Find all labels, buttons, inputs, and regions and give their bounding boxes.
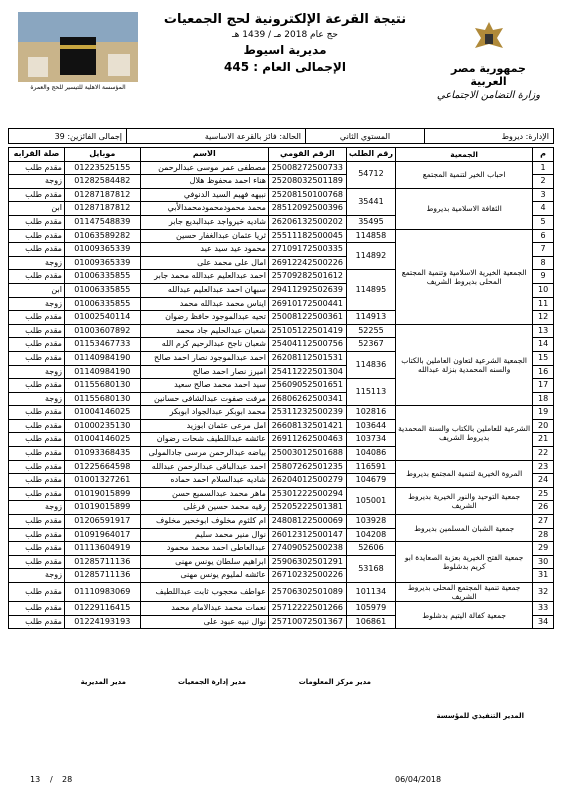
request-number: 102816 — [346, 406, 395, 420]
request-number: 114836 — [346, 351, 395, 378]
row-number: 29 — [533, 542, 554, 556]
applicant-name: بياضه عبدالرحمن مرسى جادالمولى — [140, 447, 268, 461]
request-number: 104679 — [346, 474, 395, 488]
national-id: 26608132501421 — [268, 419, 346, 433]
association-name: الجمعية الشرعية لتعاون العاملين بالكتاب والسنه المحمدية بنزلة عبدالله — [396, 324, 533, 406]
national-id: 25706302501089 — [268, 583, 346, 602]
table-row — [9, 161, 554, 175]
row-number: 2 — [533, 175, 554, 189]
relationship: مقدم طلب — [9, 324, 65, 338]
national-id: 25511182500045 — [268, 229, 346, 243]
applicant-name: نوال نبيه عبود على — [140, 615, 268, 629]
request-number: 52367 — [346, 338, 395, 352]
mobile-number: 01140984190 — [64, 351, 140, 365]
mobile-number: 01000235130 — [64, 419, 140, 433]
relationship: مقدم طلب — [9, 487, 65, 501]
page-number: 13 — [30, 775, 41, 784]
admin-value: ديروط — [501, 131, 524, 141]
row-number: 8 — [533, 256, 554, 270]
level-label: المستوي الثاني — [306, 129, 425, 144]
relationship: مقدم طلب — [9, 583, 65, 602]
national-id: 25205222501381 — [268, 501, 346, 515]
applicant-name: محمود عيد سيد عيد — [140, 243, 268, 257]
national-id: 25008272500733 — [268, 161, 346, 175]
hajj-foundation-logo — [18, 12, 138, 102]
mobile-number: 01009365339 — [64, 256, 140, 270]
mobile-number: 01155680130 — [64, 379, 140, 393]
mobile-number: 01206591917 — [64, 515, 140, 529]
row-number: 12 — [533, 311, 554, 325]
row-number: 13 — [533, 324, 554, 338]
mobile-number: 01285711136 — [64, 569, 140, 583]
national-id: 28512092500396 — [268, 202, 346, 216]
table-row — [9, 583, 554, 602]
national-id: 26911262500463 — [268, 433, 346, 447]
association-name: احباب الخير لتنمية المجتمع — [396, 161, 533, 188]
table-row — [9, 542, 554, 556]
relationship: مقدم طلب — [9, 161, 65, 175]
mobile-number: 01063589282 — [64, 229, 140, 243]
request-number: 114892 — [346, 243, 395, 270]
mobile-number: 01229116415 — [64, 602, 140, 616]
row-number: 32 — [533, 583, 554, 602]
relationship: ابن — [9, 202, 65, 216]
mobile-number: 01009365339 — [64, 243, 140, 257]
row-number: 23 — [533, 460, 554, 474]
national-id: 26710232500226 — [268, 569, 346, 583]
applicant-name: ماهر محمد عبدالسميع حسن — [140, 487, 268, 501]
directorate-name: مديرية اسيوط — [243, 43, 327, 57]
applicant-name: شعبان عبدالحليم جاد محمد — [140, 324, 268, 338]
ministry-logo — [436, 18, 541, 102]
applicant-name: امال على محمد على — [140, 256, 268, 270]
national-id: 25208032501189 — [268, 175, 346, 189]
row-number: 7 — [533, 243, 554, 257]
relationship: زوجة — [9, 365, 65, 379]
row-number: 15 — [533, 351, 554, 365]
applicant-name: عائشه عبداللطيف شحات رضوان — [140, 433, 268, 447]
relationship: مقدم طلب — [9, 243, 65, 257]
relationship: زوجة — [9, 297, 65, 311]
relationship: مقدم طلب — [9, 460, 65, 474]
row-number: 1 — [533, 161, 554, 175]
mobile-number: 01287187812 — [64, 202, 140, 216]
col-header-name: الاسم — [140, 148, 268, 162]
row-number: 28 — [533, 528, 554, 542]
mobile-number: 01287187812 — [64, 188, 140, 202]
applicant-name: ثريا عثمان عبدالغفار حسين — [140, 229, 268, 243]
row-number: 27 — [533, 515, 554, 529]
applicant-name: احمد عبدالموجود نصار احمد صالح — [140, 351, 268, 365]
admin-label: الإدارة: — [525, 131, 549, 141]
association-name: جمعية التوحيد والنور الخيرية بديروط الشريف — [396, 487, 533, 514]
relationship: مقدم طلب — [9, 615, 65, 629]
row-number: 19 — [533, 406, 554, 420]
table-row — [9, 406, 554, 420]
applicant-name: محمد محمودمحمودمحمدالأبي — [140, 202, 268, 216]
applicant-name: عواطف محجوب ثابت عبداللطيف — [140, 583, 268, 602]
mobile-number: 01155680130 — [64, 392, 140, 406]
status-value: فائز بالقرعة الاساسية — [204, 131, 277, 141]
national-id: 25105122501419 — [268, 324, 346, 338]
request-number: 101134 — [346, 583, 395, 602]
request-number: 105001 — [346, 487, 395, 514]
row-number: 3 — [533, 188, 554, 202]
row-number: 25 — [533, 487, 554, 501]
relationship: مقدم طلب — [9, 338, 65, 352]
association-name: جمعية كفالة اليتيم بدشلوط — [396, 602, 533, 629]
national-id: 26910172500441 — [268, 297, 346, 311]
national-id: 25609052501651 — [268, 379, 346, 393]
applicant-name: سبهان احمد عبدالعليم عبدالله — [140, 283, 268, 297]
row-number: 22 — [533, 447, 554, 461]
table-header-row — [9, 148, 554, 162]
request-number: 106861 — [346, 615, 395, 629]
col-header-rel: صلة القرابه — [9, 148, 65, 162]
eagle-emblem-icon — [469, 18, 509, 58]
relationship: مقدم طلب — [9, 270, 65, 284]
relationship: مقدم طلب — [9, 474, 65, 488]
directorate-manager-signature: مدير المديرية — [80, 678, 126, 686]
row-number: 14 — [533, 338, 554, 352]
table-row — [9, 602, 554, 616]
title-block — [150, 12, 420, 74]
mobile-number: 01113604919 — [64, 542, 140, 556]
relationship: مقدم طلب — [9, 188, 65, 202]
request-number: 115113 — [346, 379, 395, 406]
mobile-number: 01225664598 — [64, 460, 140, 474]
applicant-name: مصطفى عمر موسى عبدالرحمن — [140, 161, 268, 175]
relationship: زوجة — [9, 501, 65, 515]
national-id: 25008122500361 — [268, 311, 346, 325]
request-number: 35441 — [346, 188, 395, 215]
applicant-name: عبدالعاطى احمد محمد محمود — [140, 542, 268, 556]
row-number: 4 — [533, 202, 554, 216]
applicant-name: امل مرعى عثمان ابوزيد — [140, 419, 268, 433]
col-header-req: رقم الطلب — [346, 148, 395, 162]
row-number: 17 — [533, 379, 554, 393]
mobile-number: 01004146025 — [64, 406, 140, 420]
relationship: زوجة — [9, 175, 65, 189]
mobile-number: 01140984190 — [64, 365, 140, 379]
relationship: مقدم طلب — [9, 542, 65, 556]
applicant-name: مرفت صفوت عبدالشافى حسانين — [140, 392, 268, 406]
mobile-number: 01223525155 — [64, 161, 140, 175]
request-number: 114913 — [346, 311, 395, 325]
winners-label: إجمالى الفائزين: — [67, 131, 122, 141]
mobile-number: 01110983069 — [64, 583, 140, 602]
table-row — [9, 460, 554, 474]
applicant-name: عائشه لمليوم يونس مهنى — [140, 569, 268, 583]
applicant-name: احمد عبدالباقى عبدالرحمن عبدالله — [140, 460, 268, 474]
mobile-number: 01224193193 — [64, 615, 140, 629]
applicant-name: ابراهيم سلطان يونس مهنى — [140, 555, 268, 569]
relationship: مقدم طلب — [9, 419, 65, 433]
national-id: 26204012500279 — [268, 474, 346, 488]
national-id: 25003012501688 — [268, 447, 346, 461]
mobile-number: 01282584482 — [64, 175, 140, 189]
mobile-number: 01006335855 — [64, 297, 140, 311]
row-number: 24 — [533, 474, 554, 488]
relationship: زوجة — [9, 392, 65, 406]
relationship: مقدم طلب — [9, 406, 65, 420]
relationship: مقدم طلب — [9, 379, 65, 393]
request-number: 114858 — [346, 229, 395, 243]
row-number: 10 — [533, 283, 554, 297]
applicant-name: نعمات محمد عبدالامام محمد — [140, 602, 268, 616]
row-number: 21 — [533, 433, 554, 447]
applicant-name: هناء احمد محفوظ هلال — [140, 175, 268, 189]
applicant-name: اميرز نصار احمد صالح — [140, 365, 268, 379]
national-id: 25208150100768 — [268, 188, 346, 202]
request-number: 103644 — [346, 419, 395, 433]
request-number: 54712 — [346, 161, 395, 188]
request-number: 116591 — [346, 460, 395, 474]
row-number: 30 — [533, 555, 554, 569]
table-row — [9, 487, 554, 501]
relationship: ابن — [9, 283, 65, 297]
request-number: 104086 — [346, 447, 395, 461]
print-date: 06/04/2018 — [395, 775, 442, 784]
table-body — [9, 161, 554, 629]
request-number: 103928 — [346, 515, 395, 529]
applicant-name: سيد احمد محمد صالح سعيد — [140, 379, 268, 393]
results-table — [8, 147, 554, 629]
national-id: 26206132500202 — [268, 215, 346, 229]
national-id: 25311232500239 — [268, 406, 346, 420]
page-header — [0, 0, 566, 120]
national-id: 25710072501367 — [268, 615, 346, 629]
request-number: 52606 — [346, 542, 395, 556]
row-number: 33 — [533, 602, 554, 616]
applicant-name: شعبان ناجح عبدالرحيم كرم الله — [140, 338, 268, 352]
national-id: 26806262500341 — [268, 392, 346, 406]
national-id: 27109172500335 — [268, 243, 346, 257]
table-row — [9, 188, 554, 202]
mobile-number: 01091964017 — [64, 528, 140, 542]
request-number: 104208 — [346, 528, 395, 542]
applicant-name: نبيهه فهيم السيد الدنوفي — [140, 188, 268, 202]
table-row — [9, 515, 554, 529]
national-id: 25404112500756 — [268, 338, 346, 352]
association-name: جمعية الفتح الخيرية بعزبة الصعايدة ابو كريم بدشلوط — [396, 542, 533, 583]
mobile-number: 01006335855 — [64, 270, 140, 284]
mobile-number: 01002540114 — [64, 311, 140, 325]
applicant-name: احمد عبدالعليم عبدالله محمد جابر — [140, 270, 268, 284]
relationship: مقدم طلب — [9, 555, 65, 569]
row-number: 9 — [533, 270, 554, 284]
mobile-number: 01003607892 — [64, 324, 140, 338]
applicant-name: تحيه عبدالموجود حافظ رضوان — [140, 311, 268, 325]
mobile-number: 01019015899 — [64, 487, 140, 501]
mobile-number: 01019015899 — [64, 501, 140, 515]
request-number: 114895 — [346, 270, 395, 311]
mobile-number: 01001327261 — [64, 474, 140, 488]
national-id: 25712222501266 — [268, 602, 346, 616]
exec-director-signature: المدير التنفيذي للمؤسسة — [436, 712, 524, 720]
col-header-nat: الرقم القومي — [268, 148, 346, 162]
relationship: مقدم طلب — [9, 311, 65, 325]
relationship: زوجة — [9, 256, 65, 270]
applicant-name: محمد ابوبكر عبدالجواد ابوبكر — [140, 406, 268, 420]
applicant-name: رقيه محمد حسين فرغلى — [140, 501, 268, 515]
mobile-number: 01004146025 — [64, 433, 140, 447]
ministry-name: وزارة التضامن الاجتماعي — [436, 90, 541, 101]
national-id: 25807262501235 — [268, 460, 346, 474]
info-bar — [8, 128, 554, 144]
signature-row — [0, 678, 566, 738]
assoc-admin-signature: مدير إدارة الجمعيات — [177, 678, 246, 686]
mobile-number: 01153467733 — [64, 338, 140, 352]
national-id: 27409052500238 — [268, 542, 346, 556]
row-number: 20 — [533, 419, 554, 433]
applicant-name: شاديه عبدالسلام احمد حماده — [140, 474, 268, 488]
page-title: نتيجة القرعة الإلكترونية لحج الجمعيات — [163, 12, 407, 27]
applicant-name: شاديه خيرواجد عبدالبديع جابر — [140, 215, 268, 229]
national-id: 26912242500226 — [268, 256, 346, 270]
request-number: 53168 — [346, 555, 395, 582]
request-number: 103734 — [346, 433, 395, 447]
mobile-number: 01147548839 — [64, 215, 140, 229]
season-line: حج عام 2018 مـ / 1439 هـ — [232, 30, 338, 40]
relationship: مقدم طلب — [9, 515, 65, 529]
applicant-name: ام كلثوم مخلوف ابوخحير مخلوف — [140, 515, 268, 529]
row-number: 31 — [533, 569, 554, 583]
relationship: مقدم طلب — [9, 602, 65, 616]
national-id: 26012312500147 — [268, 528, 346, 542]
association-name: الثقافة الاسلامية بديروط — [396, 188, 533, 229]
foundation-name: المؤسسة الاهلية للتيسير للحج والعمرة — [30, 84, 126, 91]
association-name: المروة الخيرية لتنمية المجتمع بديروط — [396, 460, 533, 487]
relationship: مقدم طلب — [9, 447, 65, 461]
total-pages: 28 — [62, 775, 73, 784]
association-name: جمعية الشبان المسلمين بديروط — [396, 515, 533, 542]
request-number: 105979 — [346, 602, 395, 616]
row-number: 11 — [533, 297, 554, 311]
row-number: 18 — [533, 392, 554, 406]
row-number: 34 — [533, 615, 554, 629]
applicant-name: نوال منير محمد سليم — [140, 528, 268, 542]
relationship: مقدم طلب — [9, 215, 65, 229]
national-id: 29411292502639 — [268, 283, 346, 297]
relationship: زوجة — [9, 569, 65, 583]
request-number: 52255 — [346, 324, 395, 338]
relationship: مقدم طلب — [9, 528, 65, 542]
page-separator: / — [50, 775, 53, 784]
national-id: 25709282501612 — [268, 270, 346, 284]
winners-value: 39 — [54, 131, 65, 141]
col-header-mobile: موبايل — [64, 148, 140, 162]
table-row — [9, 229, 554, 243]
association-name: جمعية تنمية المجتمع المحلى بديروط الشريف — [396, 583, 533, 602]
applicant-name: ايناس محمد عبدالله محمد — [140, 297, 268, 311]
relationship: مقدم طلب — [9, 229, 65, 243]
relationship: مقدم طلب — [9, 433, 65, 447]
country-name: جمهورية مصر العربية — [451, 62, 526, 88]
table-row — [9, 324, 554, 338]
row-number: 16 — [533, 365, 554, 379]
association-name: الشرعية للعاملين بالكتاب والسنة المحمدية بديروط الشريف — [396, 406, 533, 460]
status-label: الحالة: — [279, 131, 301, 141]
request-number: 35495 — [346, 215, 395, 229]
mobile-number: 01285711136 — [64, 555, 140, 569]
relationship: مقدم طلب — [9, 351, 65, 365]
mobile-number: 01006335855 — [64, 283, 140, 297]
national-id: 26208112501531 — [268, 351, 346, 365]
association-name: الجمعية الخيرية الاسلامية وتنمية المجتمع المحلى بديروط الشريف — [396, 229, 533, 324]
national-id: 24808122500069 — [268, 515, 346, 529]
col-header-assoc: الجمعية — [396, 148, 533, 162]
national-id: 25301222500294 — [268, 487, 346, 501]
row-number: 5 — [533, 215, 554, 229]
col-header-num: م — [533, 148, 554, 162]
row-number: 26 — [533, 501, 554, 515]
mobile-number: 01093368435 — [64, 447, 140, 461]
national-id: 25411222501304 — [268, 365, 346, 379]
it-center-signature: مدير مركز المعلومات — [298, 678, 371, 686]
national-id: 25906302501291 — [268, 555, 346, 569]
row-number: 6 — [533, 229, 554, 243]
grand-total: الإجمالى العام : 445 — [224, 60, 346, 74]
